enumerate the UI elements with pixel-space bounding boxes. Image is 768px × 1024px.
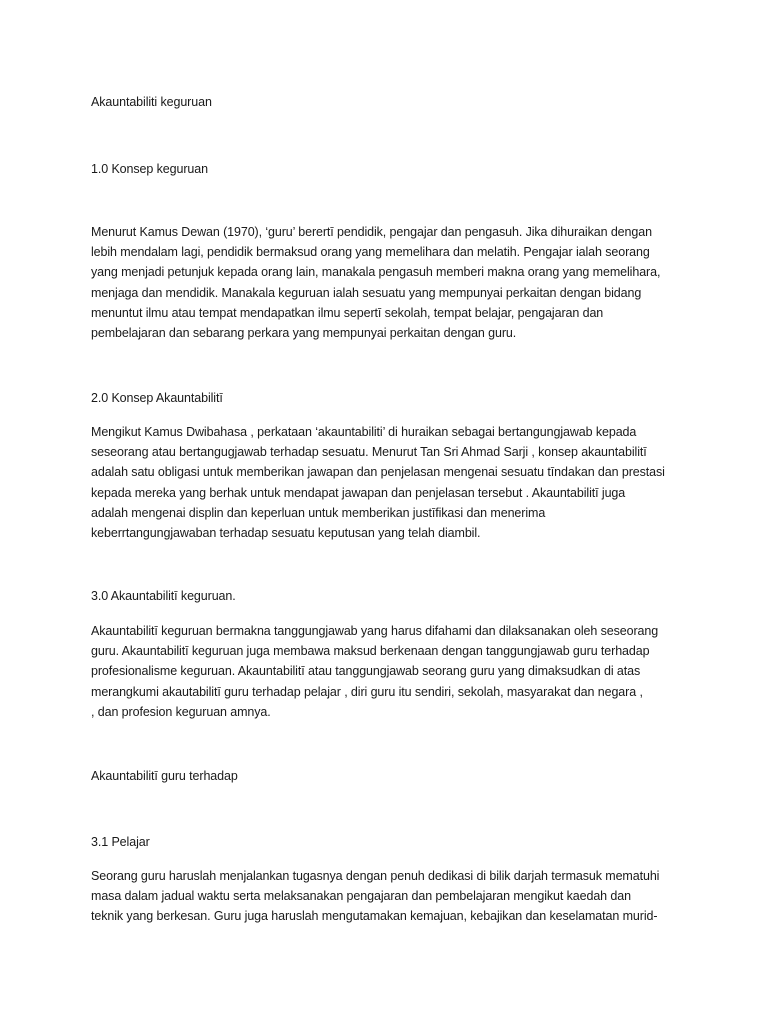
paragraph-line: Seorang guru haruslah menjalankan tugasnya dengan penuh dedikasi di bilik darjah termasuk mematuhi bbox=[91, 869, 660, 883]
section-3-1-heading: 3.1 Pelajar bbox=[91, 835, 150, 849]
paragraph-line: adalah satu obligasi untuk memberikan jawapan dan penjelasan mengenai sesuatu tīndakan dan prestasi bbox=[91, 465, 665, 480]
section-3-paragraph bbox=[91, 621, 658, 722]
section-1-heading: 1.0 Konsep keguruan bbox=[91, 162, 208, 176]
paragraph-line: lebih mendalam lagi, pendidik bermaksud orang yang memelihara dan melatih. Pengajar ialah seorang bbox=[91, 245, 650, 260]
paragraph-line: Mengikut Kamus Dwibahasa , perkataan ‘akauntabiliti’ di huraikan sebagai bertangungjawab kepada bbox=[91, 425, 637, 439]
paragraph-line: pembelajaran dan sebarang perkara yang mempunyai perkaitan dengan guru. bbox=[91, 326, 517, 341]
section-2-heading: 2.0 Konsep Akauntabilitī bbox=[91, 391, 223, 405]
section-1-paragraph bbox=[91, 222, 660, 343]
paragraph-line: Menurut Kamus Dewan (1970), ‘guru’ berertī pendidik, pengajar dan pengasuh. Jika dihuraikan dengan bbox=[91, 225, 652, 239]
paragraph-line: teknik yang berkesan. Guru juga haruslah mengutamakan kemajuan, kebajikan dan keselamatan murid- bbox=[91, 909, 658, 924]
paragraph-line: Akauntabilitī keguruan bermakna tanggungjawab yang harus difahami dan dilaksanakan oleh seseorang bbox=[91, 624, 659, 638]
paragraph-line: menuntut ilmu atau tempat mendapatkan ilmu sepertī sekolah, tempat belajar, pengajaran dan bbox=[91, 305, 604, 320]
paragraph-line: keberrtangungjawaban terhadap sesuatu keputusan yang telah diambil. bbox=[91, 526, 481, 541]
paragraph-line: masa dalam jadual waktu serta melaksanakan pengajaran dan pembelajaran mengikut kaedah dan bbox=[91, 889, 631, 904]
paragraph-line: adalah mengenai displin dan keperluan untuk memberikan justīfikasi dan menerima bbox=[91, 505, 546, 520]
section-2-paragraph bbox=[91, 422, 665, 543]
paragraph-line: guru. Akauntabilitī keguruan juga membawa maksud berkenaan dengan tanggungjawab guru terhadap bbox=[91, 644, 650, 659]
paragraph-line: profesionalisme keguruan. Akauntabilitī atau tanggungjawab seorang guru yang dimaksudkan di atas bbox=[91, 664, 641, 679]
paragraph-line: , dan profesion keguruan amnya. bbox=[91, 704, 271, 719]
document-title: Akauntabiliti keguruan bbox=[91, 95, 212, 109]
paragraph-line: seseorang atau bertangugjawab terhadap sesuatu. Menurut Tan Sri Ahmad Sarji , konsep akauntabilitī bbox=[91, 445, 647, 460]
paragraph-line: merangkumi akautabilitī guru terhadap pelajar , diri guru itu sendiri, sekolah, masyarakat dan negara , bbox=[91, 684, 643, 699]
subheading: Akauntabilitī guru terhadap bbox=[91, 769, 238, 783]
paragraph-line: yang menjadi petunjuk kepada orang lain, manakala pengasuh memberi makna orang yang memelihara, bbox=[91, 265, 661, 280]
paragraph-line: menjaga dan mendidik. Manakala keguruan ialah sesuatu yang mempunyai perkaitan dengan bidang bbox=[91, 285, 642, 300]
section-3-1-paragraph bbox=[91, 866, 659, 927]
section-3-heading: 3.0 Akauntabilitī keguruan. bbox=[91, 589, 236, 603]
paragraph-line: kepada mereka yang berhak untuk mendapat jawapan dan penjelasan tersebut . Akauntabilitī juga bbox=[91, 485, 626, 500]
